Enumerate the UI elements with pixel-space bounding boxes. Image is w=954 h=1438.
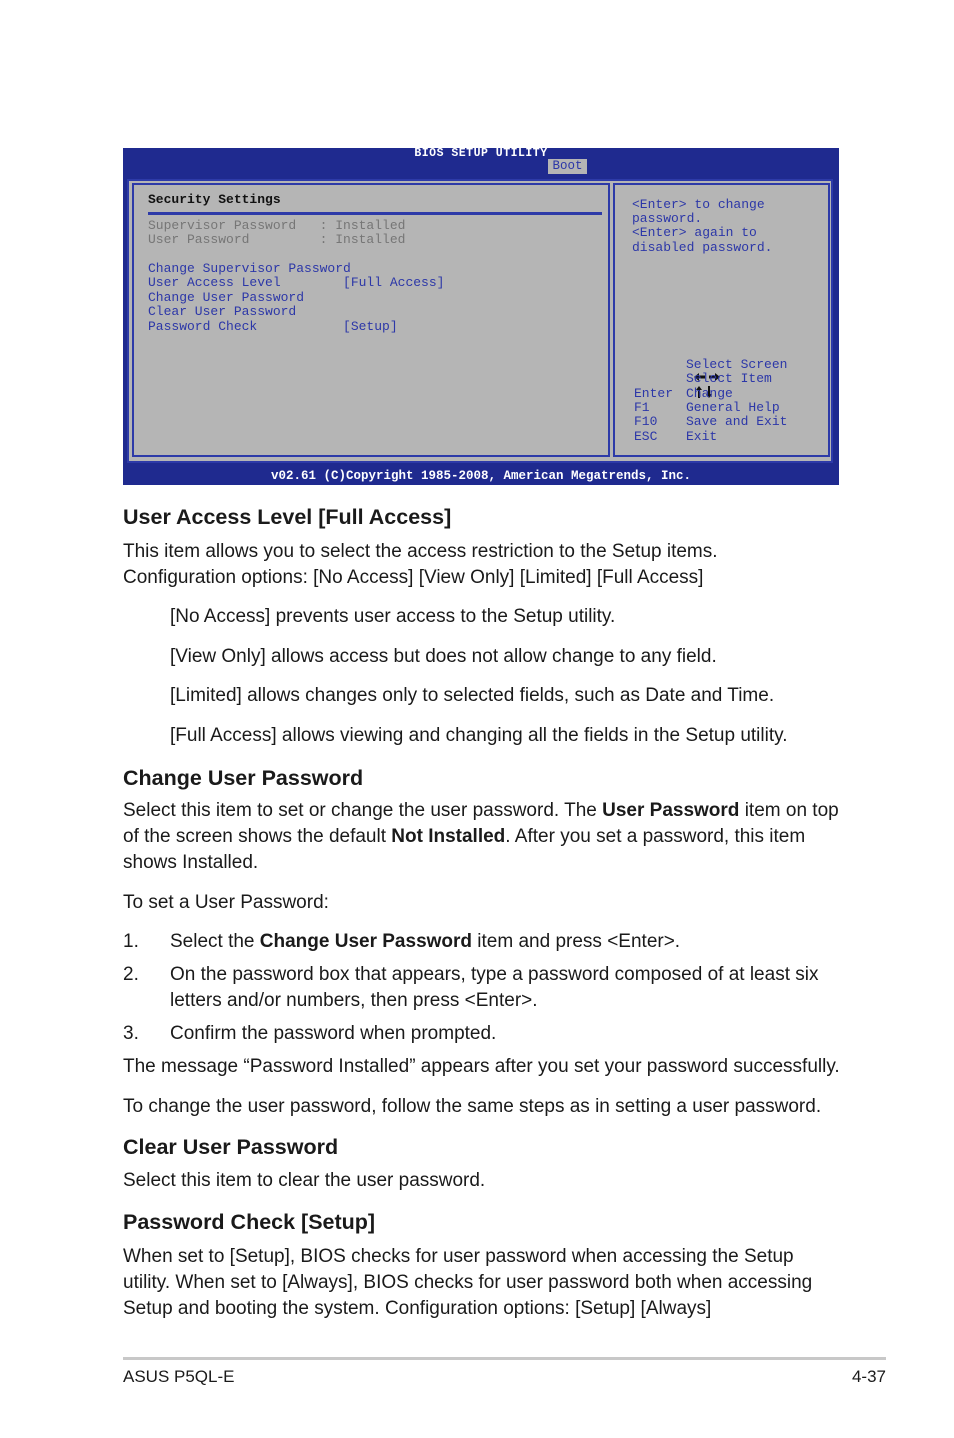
section-divider	[148, 212, 602, 215]
option-no-access: [No Access] prevents user access to the Setup utility.	[170, 606, 616, 627]
paragraph: To set a User Password:	[123, 892, 329, 913]
bios-screenshot	[123, 148, 839, 485]
key-desc-general-help: General Help	[686, 400, 780, 415]
menu-password-check[interactable]: Password Check [Setup]	[148, 319, 398, 334]
step-number: 1.	[123, 931, 139, 952]
bios-frame	[127, 179, 833, 463]
paragraph: Select this item to set or change the user password. The User Password item on top of the screen shows the default Not Installed. After you set a password, this item shows Installed.	[123, 800, 839, 873]
paragraph: Configuration options: [No Access] [View Only] [Limited] [Full Access]	[123, 567, 704, 588]
key-desc-exit: Exit	[686, 429, 718, 444]
option-full-access: [Full Access] allows viewing and changing all the fields in the Setup utility.	[170, 725, 788, 746]
key-desc-select-item: Select Item	[686, 371, 772, 386]
key-desc-save-exit: Save and Exit	[686, 414, 788, 429]
menu-user-access-level[interactable]: User Access Level [Full Access]	[148, 275, 445, 290]
paragraph: This item allows you to select the access restriction to the Setup items.	[123, 541, 718, 562]
paragraph: When set to [Setup], BIOS checks for user password when accessing the Setup utility. When set to [Always], BIOS checks for user password both when accessing Setup and booting the system. Configuration options: [Setup] [Always]	[123, 1246, 813, 1319]
bios-title: BIOS SETUP UTILITY	[414, 147, 548, 160]
step-3: Confirm the password when prompted.	[170, 1023, 497, 1044]
key-f1: F1	[634, 400, 650, 415]
paragraph: Select this item to clear the user password.	[123, 1170, 486, 1191]
tab-boot[interactable]: Boot	[548, 159, 587, 174]
step-number: 2.	[123, 964, 139, 985]
user-password-status: User Password : Installed	[148, 232, 406, 247]
supervisor-password-status: Supervisor Password : Installed	[148, 218, 406, 233]
heading-change-user-password: Change User Password	[123, 766, 364, 790]
key-enter: Enter	[634, 386, 674, 401]
menu-clear-user-password[interactable]: Clear User Password	[148, 304, 297, 319]
key-f10: F10	[634, 414, 658, 429]
heading-user-access-level: User Access Level [Full Access]	[123, 505, 452, 529]
section-title: Security Settings	[148, 192, 281, 207]
key-desc-change: Change	[686, 386, 733, 401]
paragraph: The message “Password Installed” appears after you set your password successfully.	[123, 1056, 840, 1077]
footer-product: ASUS P5QL-E	[123, 1367, 235, 1386]
help-panel	[613, 183, 830, 457]
option-view-only: [View Only] allows access but does not allow change to any field.	[170, 646, 717, 667]
help-line: password.	[632, 211, 703, 226]
paragraph: To change the user password, follow the same steps as in setting a user password.	[123, 1096, 822, 1117]
option-limited: [Limited] allows changes only to selected fields, such as Date and Time.	[170, 685, 775, 706]
key-esc: ESC	[634, 429, 658, 444]
settings-panel	[132, 183, 610, 457]
page-number: 4-37	[851, 1367, 886, 1386]
step-number: 3.	[123, 1023, 139, 1044]
heading-clear-user-password: Clear User Password	[123, 1135, 339, 1159]
menu-change-supervisor-password[interactable]: Change Supervisor Password	[148, 261, 351, 276]
help-line: <Enter> to change	[632, 197, 765, 212]
help-line: disabled password.	[632, 240, 773, 255]
step-1: Select the Change User Password item and press <Enter>.	[170, 931, 681, 952]
menu-change-user-password[interactable]: Change User Password	[148, 290, 305, 305]
step-2: On the password box that appears, type a password composed of at least six letters and/or numbers, then press <Enter>.	[170, 964, 819, 1011]
bios-copyright: v02.61 (C)Copyright 1985-2008, American Megatrends, Inc.	[270, 469, 692, 483]
footer-divider	[123, 1357, 886, 1360]
key-desc-select-screen: Select Screen	[686, 357, 788, 372]
help-line: <Enter> again to	[632, 225, 757, 240]
heading-password-check: Password Check [Setup]	[123, 1210, 376, 1234]
